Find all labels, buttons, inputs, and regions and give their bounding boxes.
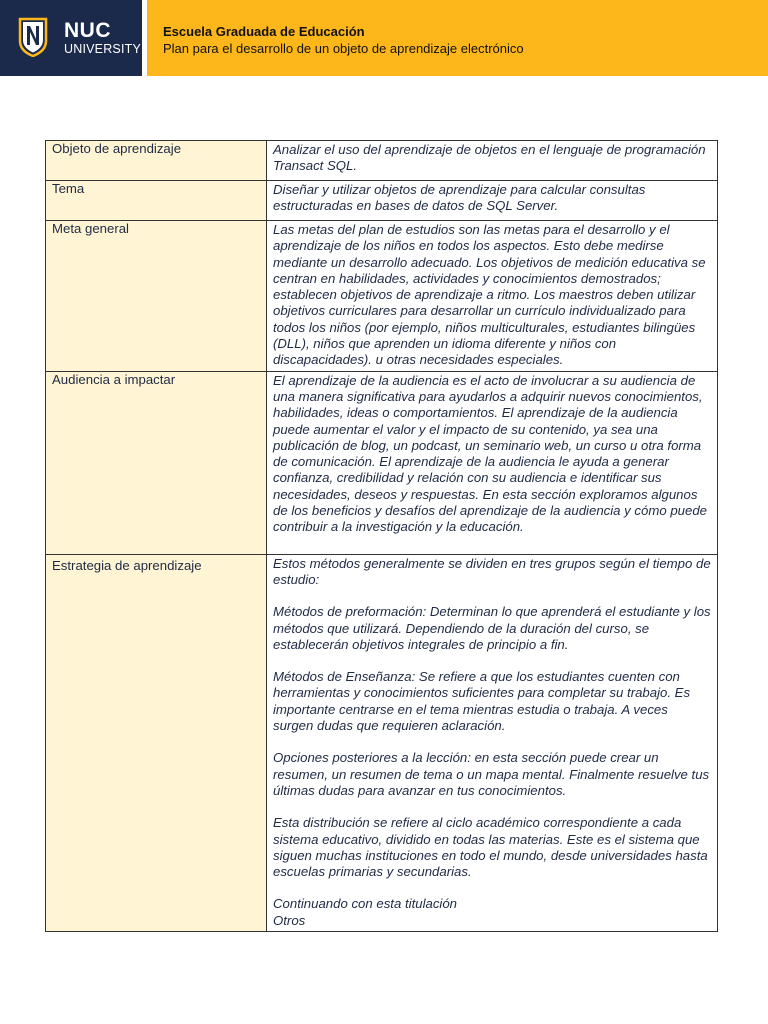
plan-title: Plan para el desarrollo de un objeto de aprendizaje electrónico — [163, 41, 524, 56]
school-name: Escuela Graduada de Educación — [163, 24, 365, 39]
table-row — [46, 141, 718, 181]
row-label-estrategia: Estrategia de aprendizaje — [46, 554, 267, 931]
strategy-paragraph: Opciones posteriores a la lección: en esta sección puede crear un resumen, un resumen de tema o un mapa mental. Finalmente resuelve tus últimas dudas para avanzar en tus conocimientos. — [273, 750, 710, 798]
strategy-paragraph: Esta distribución se refiere al ciclo académico correspondiente a cada sistema educativo, dividido en todas las materias. Este es el sistema que siguen muchas instituciones en todo el mundo, desde universidades hasta escuelas primarias y secundarias. — [273, 815, 708, 880]
row-label-meta: Meta general — [46, 221, 267, 372]
row-content-tema: Diseñar y utilizar objetos de aprendizaje para calcular consultas estructuradas en bases de datos de SQL Server. — [267, 181, 718, 221]
closing-line: Otros — [273, 912, 306, 928]
row-content-objeto: Analizar el uso del aprendizaje de objetos en el lenguaje de programación Transact SQL. — [267, 141, 718, 181]
shield-logo-icon — [18, 17, 48, 57]
strategy-paragraph: Métodos de preformación: Determinan lo que aprenderá el estudiante y los métodos que utilizará. Dependiendo de la duración del curso, se establecerán objetivos integrales de principio a fin. — [273, 604, 711, 652]
strategy-closing — [273, 896, 711, 929]
header-band — [147, 0, 768, 76]
row-label-objeto: Objeto de aprendizaje — [46, 141, 267, 181]
closing-line: Continuando con esta titulación — [273, 896, 458, 912]
brand-name: NUC — [64, 19, 111, 42]
table-row — [46, 181, 718, 221]
row-label-audiencia: Audiencia a impactar — [46, 371, 267, 554]
page-header — [0, 0, 768, 76]
row-label-tema: Tema — [46, 181, 267, 221]
table-row — [46, 221, 718, 372]
strategy-paragraph: Estos métodos generalmente se dividen en tres grupos según el tiempo de estudio: — [273, 555, 711, 587]
row-content-audiencia: El aprendizaje de la audiencia es el acto de involucrar a su audiencia de una manera significativa para ayudarlos a adquirir nuevos conocimientos, habilidades, ideas o comportamientos. El aprendizaje de la audiencia puede aumentar el valor y el impacto de su contenido, ya sea una publicación de blog, un podcast, un seminario web, un curso u otra forma de comunicación. El aprendizaje de la audiencia le ayuda a generar confianza, credibilidad y relación con su audiencia e identificar sus necesidades, deseos y respuestas. En esta sección exploramos algunos de los beneficios y desafíos del aprendizaje de la audiencia y cómo puede contribuir a la investigación y la educación. — [267, 371, 718, 554]
table-row — [46, 554, 718, 931]
row-content-estrategia — [267, 554, 718, 931]
plan-table — [45, 140, 718, 932]
brand-subtitle: UNIVERSITY — [64, 42, 142, 56]
table-row — [46, 371, 718, 554]
row-content-meta: Las metas del plan de estudios son las metas para el desarrollo y el aprendizaje de los niños en todos los aspectos. Esto debe medirse mediante un desarrollo adecuado. Los objetivos de medición educativa se centran en habilidades, actividades y conocimientos demostrados; establecen objetivos de aprendizaje a ritmo. Los maestros deben utilizar objetivos curriculares para desarrollar un currículo individualizado para todos los niños (por ejemplo, niños multiculturales, estudiantes bilingües (DLL), niños que aprenden un idioma diferente y niños con discapacidades). u otras necesidades especiales. — [267, 221, 718, 372]
strategy-paragraph: Métodos de Enseñanza: Se refiere a que los estudiantes cuenten con herramientas y conocimientos suficientes para completar su trabajo. Es importante centrarse en el tema mientras estudia o trabaja. A veces surgen dudas que requieren aclaración. — [273, 669, 691, 734]
nuc-logo — [0, 0, 142, 76]
